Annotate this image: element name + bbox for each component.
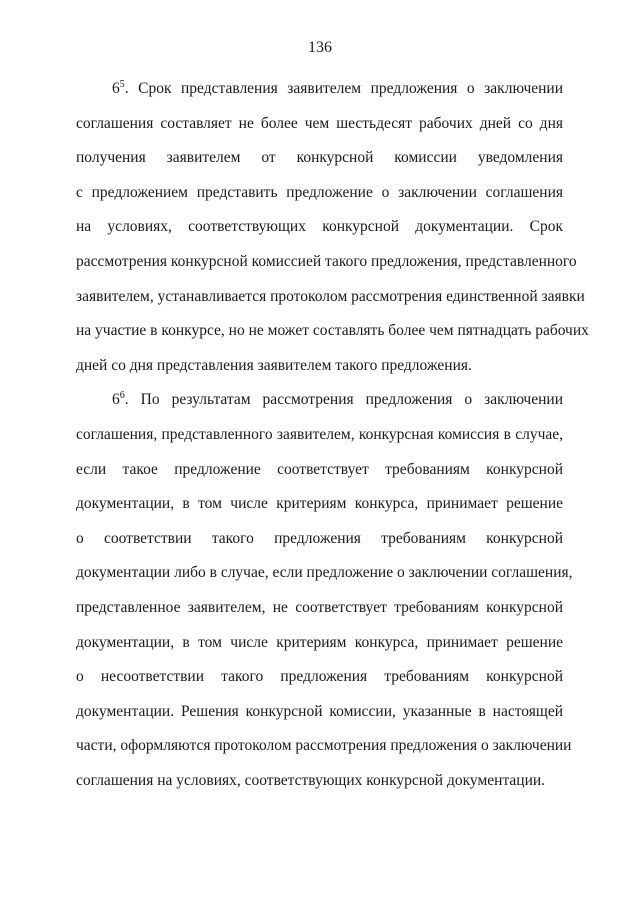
paragraph-line: если такое предложение соответствует требованиям конкурсной xyxy=(76,460,563,478)
paragraph-line: о несоответствии такого предложения требованиям конкурсной xyxy=(76,668,563,686)
paragraph-line: дней со дня представления заявителем такого предложения. xyxy=(76,356,472,374)
document-body xyxy=(76,72,589,798)
paragraph-number: $6^5$ xyxy=(112,79,125,97)
paragraph-6-6 xyxy=(76,383,573,798)
paragraph-line: документации, в том числе критериям конкурса, принимает решение xyxy=(76,633,563,651)
paragraph-line: $6^6$. По результатам рассмотрения предложения о заключении xyxy=(112,390,563,409)
paragraph-number: $6^6$ xyxy=(112,390,125,409)
paragraph-line: на условиях, соответствующих конкурсной документации. Срок xyxy=(76,218,563,236)
paragraph-line: с предложением представить предложение о заключении соглашения xyxy=(76,183,563,201)
paragraph-line: заявителем, устанавливается протоколом рассмотрения единственной заявки xyxy=(76,287,585,305)
paragraph-line: соглашения, представленного заявителем, конкурсная комиссия в случае, xyxy=(76,425,563,443)
paragraph-line: на участие в конкурсе, но не может составлять более чем пятнадцать рабочих xyxy=(76,322,589,340)
paragraph-line: соглашения на условиях, соответствующих конкурсной документации. xyxy=(76,771,546,789)
paragraph-line: о соответствии такого предложения требованиям конкурсной xyxy=(76,529,563,547)
paragraph-line: документации. Решения конкурсной комиссии, указанные в настоящей xyxy=(76,702,563,720)
paragraph-line: соглашения составляет не более чем шестьдесят рабочих дней со дня xyxy=(76,114,563,132)
paragraph-line: документации либо в случае, если предложение о заключении соглашения, xyxy=(76,564,573,582)
paragraph-6-5 xyxy=(76,72,589,383)
page-number: 136 xyxy=(308,39,332,56)
paragraph-line: $6^5$. Срок представления заявителем предложения о заключении xyxy=(112,79,563,97)
paragraph-line: рассмотрения конкурсной комиссией такого предложения, представленного xyxy=(76,252,577,270)
paragraph-line: части, оформляются протоколом рассмотрения предложения о заключении xyxy=(76,737,572,755)
paragraph-line: представленное заявителем, не соответствует требованиям конкурсной xyxy=(76,598,563,616)
paragraph-line: документации, в том числе критериям конкурса, принимает решение xyxy=(76,495,563,513)
paragraph-line: получения заявителем от конкурсной комиссии уведомления xyxy=(76,149,563,167)
